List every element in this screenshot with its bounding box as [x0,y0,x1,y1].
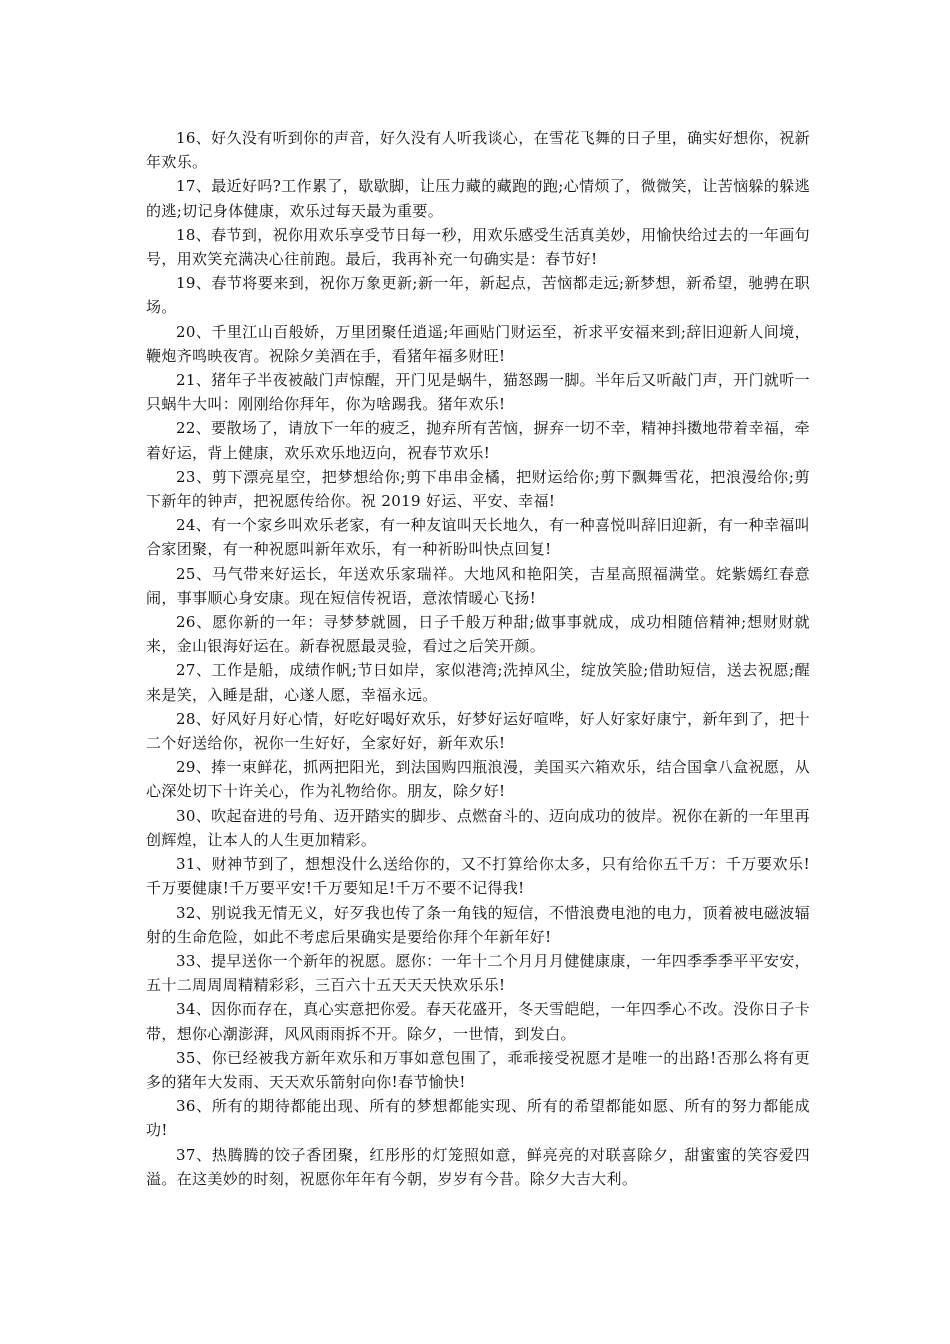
paragraph-29: 29、捧一束鲜花，抓两把阳光，到法国购四瓶浪漫，美国买六箱欢乐，结合国拿八盒祝愿，从心深处切下十许关心，作为礼物给你。朋友，除夕好! [146,758,810,801]
paragraph-25: 25、马气带来好运长，年送欢乐家瑞祥。大地风和艳阳笑，吉星高照福满堂。姹紫嫣红春意闹，事事顺心身安康。现在短信传祝语，意浓情暖心飞扬! [146,564,810,607]
paragraph-21: 21、猪年子半夜被敲门声惊醒，开门见是蜗牛，猫怒踢一脚。半年后又听敲门声，开门就听一只蜗牛大叫：刚刚给你拜年，你为啥踢我。猪年欢乐! [146,371,810,414]
paragraph-26: 26、愿你新的一年：寻梦梦就圆，日子千般万种甜;做事事就成，成功相随倍精神;想财财就来，金山银海好运在。新春祝愿最灵验，看过之后笑开颜。 [146,613,810,656]
paragraph-35: 35、你已经被我方新年欢乐和万事如意包围了，乖乖接受祝愿才是唯一的出路!否那么将有更多的猪年大发雨、天天欢乐箭射向你!春节愉快! [146,1048,810,1091]
paragraph-30: 30、吹起奋进的号角、迈开踏实的脚步、点燃奋斗的、迈向成功的彼岸。祝你在新的一年里再创辉煌，让本人的人生更加精彩。 [146,806,810,849]
paragraph-16: 16、好久没有听到你的声音，好久没有人听我谈心，在雪花飞舞的日子里，确实好想你，祝新年欢乐。 [146,129,810,172]
paragraph-19: 19、春节将要来到，祝你万象更新;新一年，新起点，苦恼都走远;新梦想，新希望，驰骋在职场。 [146,274,810,317]
document-body [146,126,810,1191]
paragraph-24: 24、有一个家乡叫欢乐老家，有一种友谊叫天长地久，有一种喜悦叫辞旧迎新，有一种幸福叫合家团聚，有一种祝愿叫新年欢乐，有一种祈盼叫快点回复! [146,516,810,559]
paragraph-34: 34、因你而存在，真心实意把你爱。春天花盛开，冬天雪皑皑，一年四季心不改。没你日子卡带，想你心潮澎湃，风风雨雨拆不开。除夕，一世情，到发白。 [146,1000,810,1043]
paragraph-36: 36、所有的期待都能出现、所有的梦想都能实现、所有的希望都能如愿、所有的努力都能成功! [146,1097,810,1140]
paragraph-33: 33、提早送你一个新年的祝愿。愿你：一年十二个月月月健健康康，一年四季季季平平安安，五十二周周周精精彩彩，三百六十五天天天快欢乐乐! [146,951,810,995]
paragraph-18: 18、春节到，祝你用欢乐享受节日每一秒，用欢乐感受生活真美妙，用愉快给过去的一年画句号，用欢笑充满决心往前跑。最后，我再补充一句确实是：春节好! [146,225,810,269]
paragraph-32: 32、别说我无情无义，好歹我也传了条一角钱的短信，不惜浪费电池的电力，顶着被电磁波辐射的生命危险，如此不考虑后果确实是要给你拜个年新年好! [146,903,810,946]
paragraph-20: 20、千里江山百般娇，万里团聚任逍遥;年画贴门财运至，祈求平安福来到;辞旧迎新人间境，鞭炮齐鸣映夜宵。祝除夕美酒在手，看猪年福多财旺! [146,322,810,365]
paragraph-23: 23、剪下漂亮星空，把梦想给你;剪下串串金橘，把财运给你;剪下飘舞雪花，把浪漫给你;剪下新年的钟声，把祝愿传给你。祝 2019 好运、平安、幸福! [146,467,810,511]
paragraph-31: 31、财神节到了，想想没什么送给你的，又不打算给你太多，只有给你五千万：千万要欢乐!千万要健康!千万要平安!千万要知足!千万不要不记得我! [146,855,810,898]
paragraph-22: 22、要散场了，请放下一年的疲乏，抛弃所有苦恼，摒弃一切不幸，精神抖擞地带着幸福，牵着好运，背上健康，欢乐欢乐地迈向，祝春节欢乐! [146,419,810,462]
paragraph-17: 17、最近好吗?工作累了，歇歇脚，让压力藏的藏跑的跑;心情烦了，微微笑，让苦恼躲的躲逃的逃;切记身体健康，欢乐过每天最为重要。 [146,177,810,220]
paragraph-27: 27、工作是船，成绩作帆;节日如岸，家似港湾;洗掉风尘，绽放笑脸;借助短信，送去祝愿;醒来是笑，入睡是甜，心遂人愿，幸福永远。 [146,661,810,704]
paragraph-37: 37、热腾腾的饺子香团聚，红彤彤的灯笼照如意，鲜亮亮的对联喜除夕，甜蜜蜜的笑容爱四溢。在这美妙的时刻，祝愿你年年有今朝，岁岁有今昔。除夕大吉大利。 [146,1145,810,1188]
paragraph-28: 28、好风好月好心情，好吃好喝好欢乐，好梦好运好喧哗，好人好家好康宁，新年到了，把十二个好送给你，祝你一生好好，全家好好，新年欢乐! [146,709,810,753]
